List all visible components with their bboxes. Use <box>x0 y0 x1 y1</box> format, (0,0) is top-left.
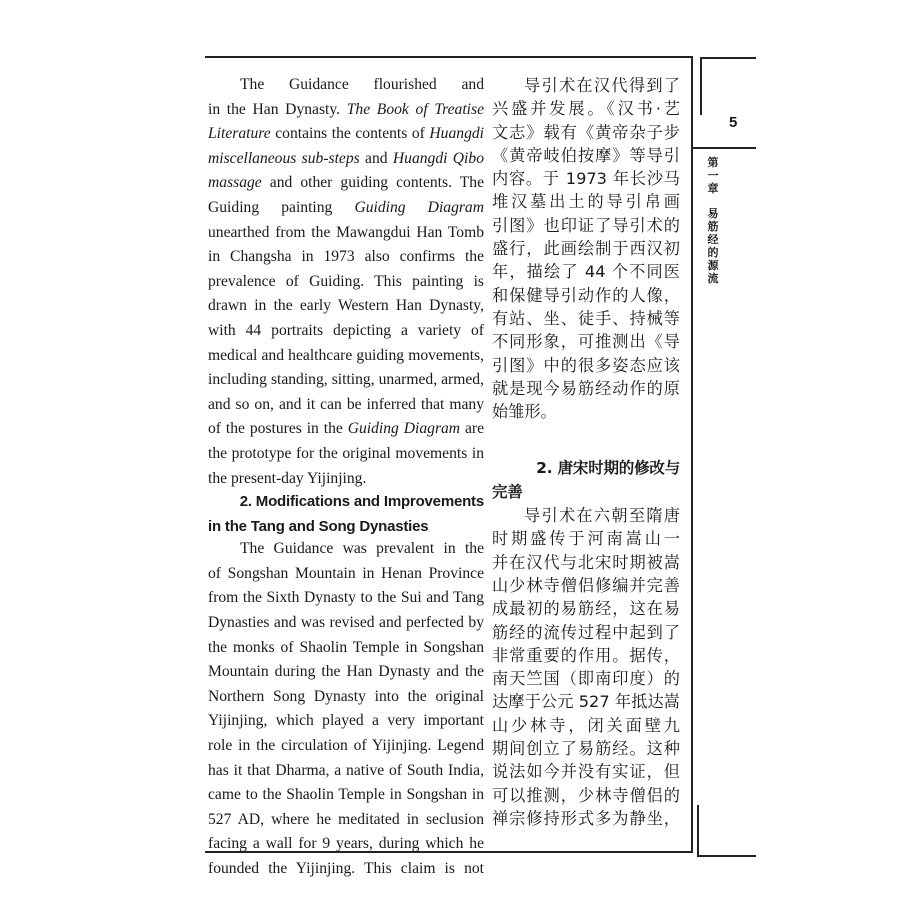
chinese-paragraph-line <box>492 74 680 97</box>
text-run: Dynasties and was revised and perfected by <box>208 614 484 632</box>
text-run: 盛行，此画绘制于西汉初 <box>492 239 680 259</box>
english-paragraph-line <box>208 270 484 295</box>
chinese-section-heading <box>492 457 680 504</box>
text-run: 就是现今易筋经动作的原 <box>492 378 680 398</box>
chapter-label <box>706 156 720 195</box>
chinese-paragraph-2 <box>492 504 680 830</box>
text-run: with 44 portraits depicting a variety of <box>208 321 484 339</box>
text-run: 有站、坐、徒手、持械等 <box>492 308 680 328</box>
text-run: 不同形象，可推测出《导 <box>492 332 680 352</box>
text-run: in the Han Dynasty. <box>208 100 347 118</box>
chinese-heading-line: 完善 <box>492 482 523 501</box>
text-run: 并在汉代与北宋时期被嵩 <box>492 552 680 572</box>
text-run: The Guidance was prevalent in the <box>240 540 484 558</box>
running-head-char: 一 <box>707 169 719 182</box>
chinese-paragraph-line <box>492 214 680 237</box>
text-run: 引图》中的很多姿态应该 <box>492 355 680 375</box>
text-run: 达摩于公元 527 年抵达嵩 <box>492 692 680 712</box>
running-head-chapter <box>706 156 720 285</box>
english-heading-line: in the Tang and Song Dynasties <box>208 517 429 535</box>
text-run: the monks of Shaolin Temple in Songshan <box>208 638 484 656</box>
page-number: 5 <box>729 114 738 131</box>
chinese-paragraph-line <box>492 190 680 213</box>
text-run: Mountain during the Han Dynasty and the <box>208 663 484 681</box>
text-run: in Changsha in 1973 also confirms the <box>208 248 484 266</box>
text-run: 兴盛并发展。《汉书·艺 <box>492 99 680 119</box>
text-run: 说法如今并没有实证，但 <box>492 762 680 782</box>
english-paragraph-line <box>208 344 484 369</box>
chapter-title <box>706 207 720 285</box>
english-paragraph-line <box>208 221 484 246</box>
text-run: 和保健导引动作的人像， <box>492 285 680 305</box>
text-run: 禅宗修持形式多为静坐， <box>492 808 680 828</box>
chinese-paragraph-line <box>492 737 680 760</box>
margin-top-vertical-rule <box>700 57 702 115</box>
chinese-paragraph-line <box>492 690 680 713</box>
english-paragraph-line <box>208 393 484 418</box>
text-run: contains the contents of <box>270 125 430 143</box>
text-run: the prototype for the original movements in <box>208 444 484 462</box>
text-run: prevalence of Guiding. This painting is <box>208 272 484 290</box>
english-paragraph-line <box>208 734 484 759</box>
chinese-paragraph-line <box>492 307 680 330</box>
text-run: 年，描绘了 44 个不同医 <box>492 262 680 282</box>
text-run: medical and healthcare guiding movements, <box>208 346 484 364</box>
text-run: the present-day Yijinjing. <box>208 469 367 487</box>
english-paragraph-line <box>208 783 484 808</box>
english-paragraph-line <box>208 98 484 123</box>
english-paragraph-2 <box>208 537 484 881</box>
italic-title-text: Literature <box>208 125 271 143</box>
margin-bottom-vertical-rule <box>697 805 699 856</box>
text-run: 南天竺国（即南印度）的 <box>492 669 680 689</box>
text-run: 成最初的易筋经，这在易 <box>492 599 680 619</box>
chinese-paragraph-line <box>492 97 680 120</box>
text-run: 筋经的流传过程中起到了 <box>492 622 680 642</box>
text-run: Northern Song Dynasty into the original <box>208 687 484 705</box>
english-paragraph-line <box>208 245 484 270</box>
chinese-paragraph-line <box>492 760 680 783</box>
chinese-paragraph-line <box>492 237 680 260</box>
text-run: 非常重要的作用。据传， <box>492 645 680 665</box>
margin-top-rule <box>700 57 756 59</box>
chinese-paragraph-line <box>492 621 680 644</box>
text-frame-right-rule <box>691 56 693 853</box>
running-head-char: 的 <box>707 246 719 259</box>
chinese-paragraph-line <box>492 574 680 597</box>
english-paragraph-line <box>208 537 484 562</box>
chinese-paragraph-line <box>492 784 680 807</box>
english-paragraph-line <box>208 467 484 492</box>
text-run: 期间创立了易筋经。这种 <box>492 739 680 759</box>
text-run: unearthed from the Mawangdui Han Tomb <box>208 223 484 241</box>
text-run: role in the circulation of Yijinjing. Legend <box>208 737 484 755</box>
chinese-paragraph-line <box>492 377 680 400</box>
italic-title-text: massage <box>208 174 262 192</box>
chinese-paragraph-line <box>492 144 680 167</box>
chinese-paragraph-line <box>492 527 680 550</box>
english-paragraph-line <box>208 147 484 172</box>
english-paragraph-line <box>208 319 484 344</box>
text-run: came to the Shaolin Temple in Songshan in <box>208 786 484 804</box>
italic-title-text: miscellaneous sub-steps <box>208 149 360 167</box>
text-run: 《黄帝岐伯按摩》等导引 <box>492 145 680 165</box>
text-run: drawn in the early Western Han Dynasty, <box>208 297 484 315</box>
chinese-paragraph-line <box>492 504 680 527</box>
english-paragraph-line <box>208 294 484 319</box>
text-run: founded the Yijinjing. This claim is not <box>208 860 484 877</box>
chinese-paragraph-line <box>492 400 680 423</box>
english-paragraph-line <box>208 122 484 147</box>
english-paragraph-line <box>208 196 484 221</box>
italic-title-text: Guiding Diagram <box>347 420 461 438</box>
chinese-paragraph-line <box>492 260 680 283</box>
text-run: and so on, and it can be inferred that many <box>208 395 484 413</box>
english-paragraph-line <box>208 636 484 661</box>
text-run: Guiding painting <box>208 198 355 216</box>
margin-bottom-rule <box>697 855 756 857</box>
text-run: are <box>460 420 484 438</box>
chinese-paragraph-line <box>492 354 680 377</box>
english-paragraph-line <box>208 709 484 734</box>
english-paragraph-line <box>208 73 484 98</box>
english-section-heading <box>208 490 484 539</box>
text-run: 可以推测，少林寺僧侣的 <box>492 785 680 805</box>
text-run: 始雏形。 <box>492 402 557 422</box>
text-run: The Guidance flourished and <box>240 76 484 93</box>
text-run: 内容。于 1973 年长沙马 <box>492 169 680 189</box>
italic-title-text: Huangdi <box>429 125 484 143</box>
english-paragraph-line <box>208 442 484 467</box>
text-run: 山少林寺，闭关面壁九 <box>492 715 680 735</box>
english-paragraph-line <box>208 660 484 685</box>
chinese-paragraph-1 <box>492 74 680 423</box>
english-paragraph-line <box>208 685 484 710</box>
running-head-char: 流 <box>707 272 719 285</box>
running-head-char: 易 <box>707 207 719 220</box>
text-run: and other guiding contents. The <box>261 174 484 192</box>
text-run: of the postures in the <box>208 420 348 438</box>
english-paragraph-line <box>208 586 484 611</box>
text-run: 引图》也印证了导引术的 <box>492 215 680 235</box>
running-head-char: 经 <box>707 233 719 246</box>
chinese-paragraph-line <box>492 551 680 574</box>
text-run: 527 AD, where he meditated in seclusion <box>208 810 484 828</box>
english-paragraph-1 <box>208 73 484 491</box>
text-run: 山少林寺僧侣修编并完善 <box>492 575 680 595</box>
english-column <box>208 73 484 882</box>
english-paragraph-line <box>208 832 484 857</box>
text-run: and <box>359 149 393 167</box>
english-paragraph-line <box>208 857 484 882</box>
chinese-paragraph-line <box>492 167 680 190</box>
running-head-char: 章 <box>707 182 719 195</box>
chinese-paragraph-line <box>492 597 680 620</box>
chinese-paragraph-line <box>492 644 680 667</box>
chinese-paragraph-line <box>492 807 680 830</box>
chinese-paragraph-line <box>492 284 680 307</box>
text-run: facing a wall for 9 years, during which he <box>208 835 484 853</box>
text-run: 堆汉墓出土的导引帛画 <box>492 192 680 212</box>
page-number-rule <box>692 147 756 149</box>
running-head-char: 筋 <box>707 220 719 233</box>
running-head-char: 源 <box>707 259 719 272</box>
chinese-column <box>492 74 680 830</box>
text-run: has it that Dharma, a native of South India, <box>208 761 484 779</box>
english-paragraph-line <box>208 611 484 636</box>
chinese-paragraph-line <box>492 667 680 690</box>
text-run: 导引术在六朝至隋唐 <box>524 506 680 526</box>
chinese-heading-line: 2. 唐宋时期的修改与 <box>536 459 680 478</box>
text-run: from the Sixth Dynasty to the Sui and Tang <box>208 589 484 607</box>
text-run: of Songshan Mountain in Henan Province <box>208 564 484 582</box>
top-rule <box>205 56 693 58</box>
running-head-char: 第 <box>707 156 719 169</box>
text-run: including standing, sitting, unarmed, armed, <box>208 371 484 389</box>
chinese-paragraph-line <box>492 330 680 353</box>
english-heading-line: 2. Modifications and Improvements <box>239 493 484 511</box>
italic-title-text: The Book of Treatise <box>346 100 484 118</box>
english-paragraph-line <box>208 562 484 587</box>
text-run: 导引术在汉代得到了 <box>524 76 680 95</box>
chinese-paragraph-line <box>492 121 680 144</box>
chinese-paragraph-line <box>492 714 680 737</box>
english-paragraph-line <box>208 759 484 784</box>
text-run: Yijinjing, which played a very important <box>208 712 484 730</box>
text-run: 文志》载有《黄帝杂子步 <box>492 122 680 142</box>
text-run: 时期盛传于河南嵩山一 <box>492 529 680 549</box>
english-paragraph-line <box>208 368 484 393</box>
italic-title-text: Guiding Diagram <box>354 198 484 216</box>
english-paragraph-line <box>208 171 484 196</box>
english-paragraph-line <box>208 808 484 833</box>
italic-title-text: Huangdi Qibo <box>392 149 484 167</box>
english-paragraph-line <box>208 417 484 442</box>
